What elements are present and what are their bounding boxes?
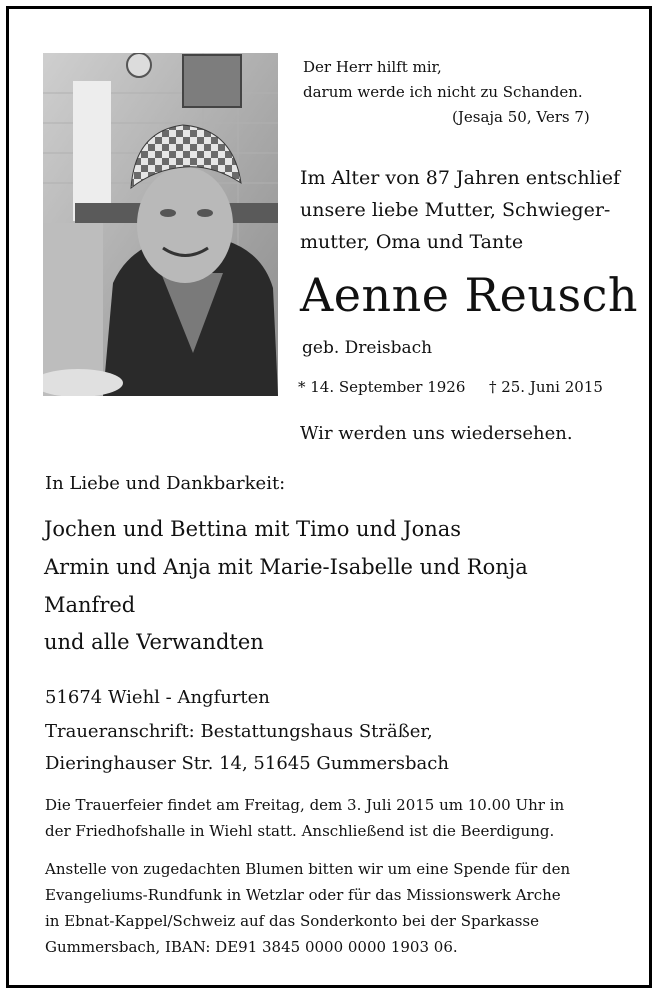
death-date: † 25. Juni 2015 — [488, 378, 603, 396]
donation-line-4: Gummersbach, IBAN: DE91 3845 0000 0000 1903 06. — [45, 938, 458, 956]
maiden-name: geb. Dreisbach — [302, 338, 433, 358]
reunion-line: Wir werden uns wiedersehen. — [300, 423, 573, 444]
ceremony-line-1: Die Trauerfeier findet am Freitag, dem 3. Juli 2015 um 10.00 Uhr in — [45, 796, 565, 814]
verse-line-1: Der Herr hilft mir, — [303, 58, 442, 76]
birth-date: * 14. September 1926 — [298, 378, 466, 396]
announcement-line-3: mutter, Oma und Tante — [300, 231, 524, 253]
ceremony-line-2: der Friedhofshalle in Wiehl statt. Anschließend ist die Beerdigung. — [45, 822, 555, 840]
mourner-line-1: Jochen und Bettina mit Timo und Jonas — [44, 517, 462, 541]
verse-reference: (Jesaja 50, Vers 7) — [452, 108, 590, 126]
mourner-line-4: und alle Verwandten — [44, 630, 264, 654]
verse-line-2: darum werde ich nicht zu Schanden. — [303, 83, 583, 101]
mourners-intro: In Liebe und Dankbarkeit: — [45, 473, 286, 494]
life-dates — [298, 378, 603, 396]
announcement-line-1: Im Alter von 87 Jahren entschlief — [300, 167, 620, 189]
address-line-2: Traueranschrift: Bestattungshaus Sträßer, — [45, 721, 433, 742]
address-line-1: 51674 Wiehl - Angfurten — [45, 687, 270, 708]
donation-line-1: Anstelle von zugedachten Blumen bitten wir um eine Spende für den — [45, 860, 571, 878]
portrait-photo — [43, 53, 278, 396]
deceased-name: Aenne Reusch — [300, 268, 639, 322]
address-line-3: Dieringhauser Str. 14, 51645 Gummersbach — [45, 753, 449, 774]
donation-line-3: in Ebnat-Kappel/Schweiz auf das Sonderkonto bei der Sparkasse — [45, 912, 539, 930]
mourner-line-2: Armin und Anja mit Marie-Isabelle und Ronja — [44, 555, 528, 579]
mourner-line-3: Manfred — [44, 593, 136, 617]
announcement-line-2: unsere liebe Mutter, Schwieger- — [300, 199, 611, 221]
donation-line-2: Evangeliums-Rundfunk in Wetzlar oder für das Missionswerk Arche — [45, 886, 561, 904]
